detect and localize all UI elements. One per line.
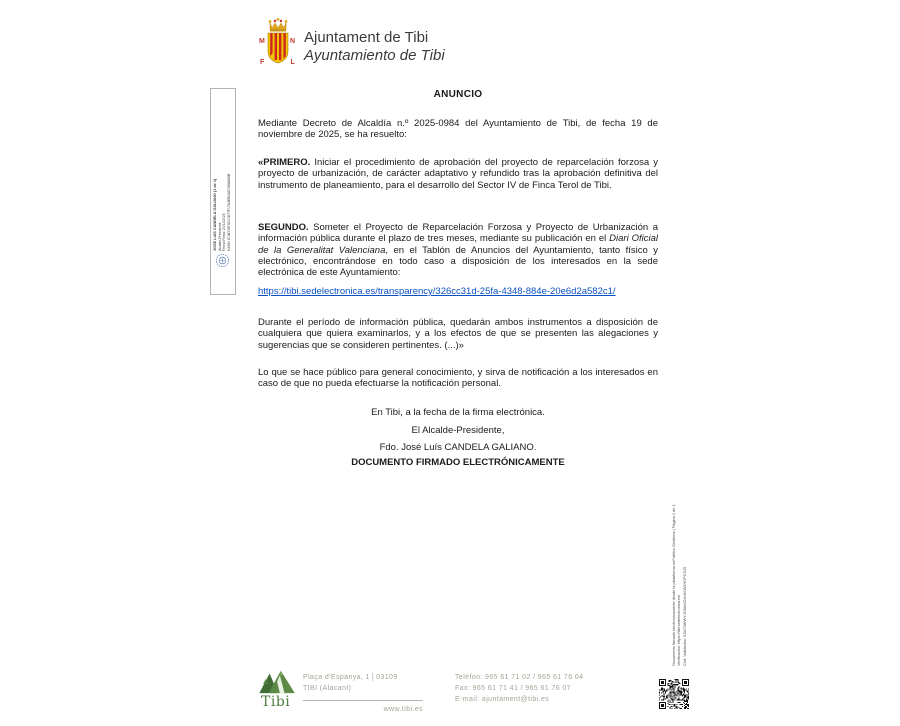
signature-stamp-text <box>213 93 234 251</box>
svg-text:F: F <box>260 59 265 66</box>
segundo-journal-name: Diari Oficial de la Generalitat Valenciana <box>258 233 659 256</box>
paragraph-publico: Lo que se hace público para general conocimiento, y sirva de notificación a los interesados en caso de que no pueda efectuarse la notificación personal. <box>258 367 658 390</box>
org-name-spanish: Ayuntamiento de Tibi <box>304 46 445 64</box>
signature-place-line: En Tibi, a la fecha de la firma electrónica. <box>371 407 545 418</box>
footer-address-line1: Plaça d'Espanya, 1 | 03109 <box>303 672 428 683</box>
segundo-body-1: Someter el Proyecto de Reparcelación Forzosa y Proyecto de Urbanización a información pública durante el plazo de tres meses, mediante su publicación en el <box>258 222 658 245</box>
signature-name-line: Fdo. José Luís CANDELA GALIANO. <box>379 442 537 453</box>
footer-fax: Fax: 965 61 71 41 / 965 61 76 07 <box>455 685 571 692</box>
paragraph-link <box>258 286 658 297</box>
validation-url-line: Verificación: https://tibi.sedelectronica.es/ <box>676 594 682 666</box>
segundo-body-2: , en el Tablón de Anuncios del Ayuntamiento, tanto físico y electrónico, encontrándose en todo caso a disposición de los interesados en la sede electrónica de este Ayuntamiento: <box>258 244 658 279</box>
qr-code <box>659 679 689 709</box>
validation-margin-text <box>671 423 689 666</box>
coat-of-arms-icon <box>258 14 298 72</box>
segundo-label: SEGUNDO. <box>258 222 309 233</box>
paragraph-intro: Mediante Decreto de Alcaldía n.º 2025-0984 del Ayuntamiento de Tibi, de fecha 19 de noviembre de 2025, se ha resuelto: <box>258 118 658 141</box>
org-names <box>304 14 445 64</box>
paragraph-primero <box>258 157 658 191</box>
document-title: ANUNCIO <box>433 89 483 100</box>
svg-text:L: L <box>290 59 295 66</box>
org-name-valencian: Ajuntament de Tibi <box>304 29 429 46</box>
stamp-signer-role: Alcalde-Presidente <box>217 222 222 251</box>
validation-platform-line: Documento firmado electrónicamente desde la plataforma esPublico Gestiona | Página 1 de 1 <box>671 504 676 666</box>
footer-website[interactable]: www.tibi.es <box>383 706 423 713</box>
tibi-wordmark: Tibi <box>261 694 291 710</box>
footer-email: E-mail: ajuntament@tibi.es <box>455 696 550 703</box>
municipality-logo <box>258 14 445 72</box>
wreath-seal-icon <box>215 253 230 268</box>
signature-role-line: El Alcalde-Presidente, <box>411 425 505 436</box>
transparency-link[interactable]: https://tibi.sedelectronica.es/transparency/326cc31d-25fa-4348-884e-20e6d2a582c1/ <box>258 286 616 297</box>
footer-contact <box>455 672 655 705</box>
footer-address <box>303 672 428 694</box>
primero-label: «PRIMERO. <box>258 157 311 168</box>
stamp-signature-date: Fecha Firma: 20/11/2025 <box>222 213 227 251</box>
primero-body: Iniciar el procedimiento de aprobación del proyecto de reparcelación forzosa y proyecto de urbanización, de carácter adaptativo y refundido tras la aprobación definitiva del instrumento de planeamiento, para el desarrollo del Sector IV de Finca Terol de Tibi. <box>258 157 658 191</box>
validation-code-line: Cód. Validación: 5JM73WWYJG6AMZ4K6KW3HDPCSJ5 <box>681 566 687 666</box>
footer-divider <box>303 700 423 701</box>
svg-text:M: M <box>259 38 265 45</box>
tibi-mountains-logo <box>256 667 300 695</box>
paragraph-segundo <box>258 222 658 278</box>
footer-address-line2: TIBI (Alacant) <box>303 685 352 692</box>
svg-text:N: N <box>290 38 296 45</box>
stamp-signer-name: JOSE LUIS CANDELA GALIANO (1 de 1) <box>213 178 217 251</box>
footer-phone: Teléfon: 965 61 71 02 / 965 61 76 04 <box>455 674 584 681</box>
stamp-hash: HASH: E04D05F3D10D77F17A4EB0AD749A8A5B <box>226 173 231 251</box>
paragraph-durante: Durante el período de información pública, quedarán ambos instrumentos a disposición de cualquiera que quiera examinarlos, y a los efectos de que se presenten las alegaciones y sugerencias que se consideren pertinentes. (...)» <box>258 317 658 351</box>
electronic-signature-notice: DOCUMENTO FIRMADO ELECTRÓNICAMENTE <box>351 457 565 468</box>
address-separator: | <box>371 672 375 683</box>
